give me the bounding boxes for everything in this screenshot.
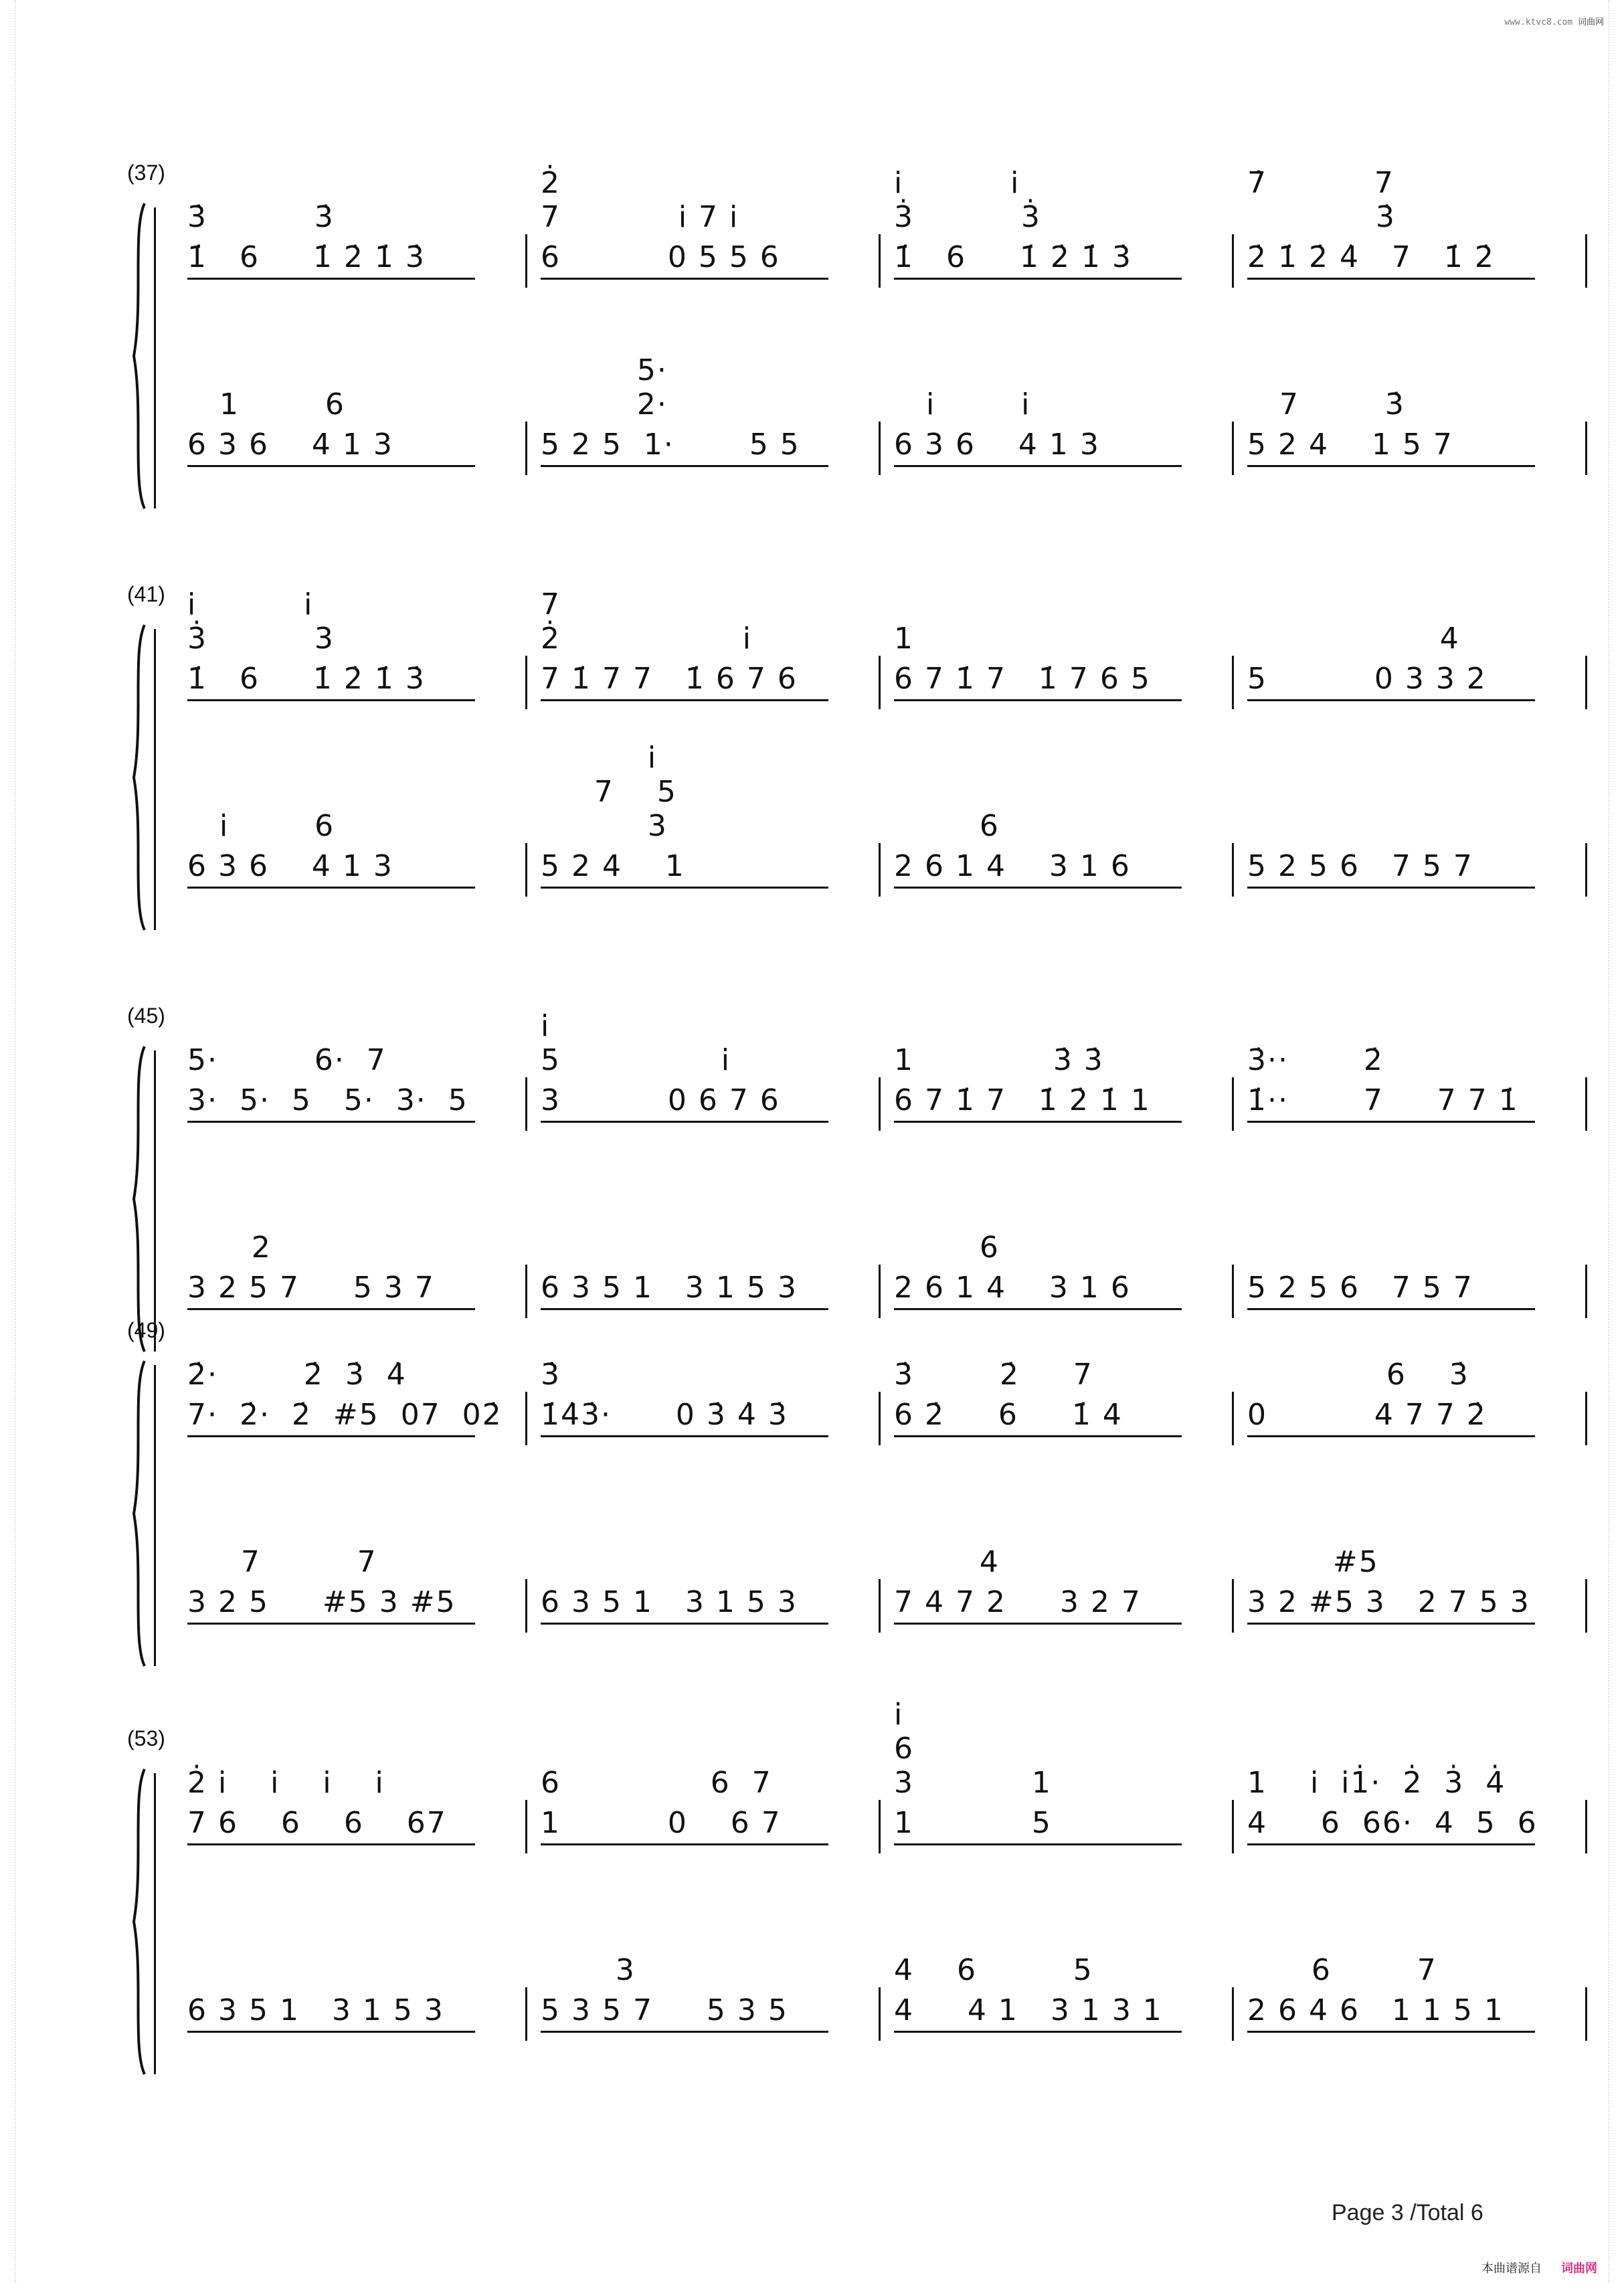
barline xyxy=(525,1800,527,1853)
barline xyxy=(879,1800,881,1853)
system-start-barline xyxy=(154,1365,156,1666)
treble-measure xyxy=(1247,1766,1585,1860)
grand-staff-brace xyxy=(130,1045,147,1353)
barline xyxy=(879,1265,881,1318)
treble-measure xyxy=(187,587,525,716)
melody-notes: 6 3 5 1 3 1 5 3 xyxy=(541,1585,798,1619)
melody-notes: 6 3 6 4 1 3 xyxy=(187,428,393,462)
beam-underline xyxy=(1247,1121,1535,1123)
score-system xyxy=(127,582,1492,943)
bass-measure xyxy=(541,1953,879,2047)
treble-staff xyxy=(187,1009,1601,1137)
melody-notes: 5 2 4 1 xyxy=(541,849,685,883)
bass-measure xyxy=(1247,1953,1585,2047)
beam-underline xyxy=(541,1435,828,1437)
beam-underline xyxy=(894,1435,1182,1437)
melody-notes: 5 2 5 6 7 5 7 xyxy=(1247,1271,1473,1305)
bass-measure xyxy=(541,1552,879,1639)
bass-measure xyxy=(1247,816,1585,903)
treble-staff xyxy=(187,1358,1601,1452)
barline xyxy=(879,422,881,475)
melody-notes: 5 2 5 6 7 5 7 xyxy=(1247,849,1473,883)
chord-upper-notes: 2 xyxy=(187,1230,272,1265)
barline xyxy=(525,1392,527,1445)
chord-upper-notes: 6 6 7 xyxy=(541,1766,772,1800)
chord-upper-notes: 1 3̇ 3̇ xyxy=(894,1043,1104,1077)
chord-upper-notes: 2̇ i i i i xyxy=(187,1766,385,1800)
beam-underline xyxy=(541,699,828,701)
chord-upper-notes: 6 xyxy=(894,1230,1000,1265)
barline xyxy=(525,1077,527,1131)
beam-underline xyxy=(187,465,475,467)
treble-measure xyxy=(894,1698,1232,1860)
barline xyxy=(879,234,881,288)
treble-measure xyxy=(894,1043,1232,1137)
beam-underline xyxy=(187,278,475,280)
melody-notes: 6 7 1̇ 7 1̇ 2̇ 1̇ 1 xyxy=(894,1083,1151,1117)
chord-upper-notes: 1 i i1̇· 2̇ 3̇ 4̇ xyxy=(1247,1766,1506,1800)
bass-measure xyxy=(894,387,1232,482)
melody-notes: 7 1̇ 7 7 1̇ 6 7 6 xyxy=(541,662,798,696)
chord-upper-notes: 3̇·· 2̇ xyxy=(1247,1043,1384,1077)
bass-staff xyxy=(187,1545,1601,1639)
melody-notes: 0 4 7 7 2̇ xyxy=(1247,1398,1487,1432)
beam-underline xyxy=(1247,278,1535,280)
treble-staff xyxy=(187,166,1601,294)
bass-measure xyxy=(187,387,525,482)
barline xyxy=(525,656,527,709)
melody-notes: 1̇4̇3̇· 0 3̇ 4̇ 3̇ xyxy=(541,1398,788,1432)
beam-underline xyxy=(1247,2031,1535,2033)
right-watermark-strip xyxy=(1608,0,1624,2283)
melody-notes: 2 6 1 4 3 1 6 xyxy=(894,849,1131,883)
treble-measure xyxy=(541,1358,879,1452)
grand-staff-brace xyxy=(130,1360,147,1667)
melody-notes: 2 6 1 4 3 1 6 xyxy=(894,1271,1131,1305)
site-name-text: 词曲网 xyxy=(1577,17,1604,27)
barline xyxy=(525,1265,527,1318)
treble-measure xyxy=(541,166,879,294)
barline xyxy=(1585,1579,1587,1633)
chord-upper-notes: 7̇ 7 3̇ xyxy=(1247,166,1396,234)
site-url-text: www.ktvc8.com xyxy=(1504,17,1573,27)
page-indicator: Page 3 /Total 6 xyxy=(1332,2200,1483,2225)
chord-upper-notes: 3 xyxy=(541,1953,636,1987)
treble-measure xyxy=(1247,622,1585,716)
bass-measure xyxy=(187,1545,525,1639)
beam-underline xyxy=(541,278,828,280)
bass-measure xyxy=(1247,387,1585,482)
barline xyxy=(1232,1265,1234,1318)
melody-notes: 6 3 6 4 1 3 xyxy=(894,428,1100,462)
melody-notes: 3 2 #5 3 2 7 5 3 xyxy=(1247,1585,1530,1619)
chord-upper-notes: 2̇ 7 i 7 i xyxy=(541,166,739,234)
chord-upper-notes: 7 2̇ i xyxy=(541,587,752,656)
barline xyxy=(1232,843,1234,897)
barline xyxy=(525,422,527,475)
system-start-barline xyxy=(154,629,156,930)
bottom-source-mark xyxy=(1481,2259,1597,2276)
chord-upper-notes: 3̇ xyxy=(541,1358,561,1392)
beam-underline xyxy=(187,1308,475,1310)
melody-notes: 5 2 5 1· 5 5 xyxy=(541,428,800,462)
melody-notes: 3 2 5 #5 3 #5 xyxy=(187,1585,456,1619)
barline xyxy=(1232,1800,1234,1853)
melody-notes: 1̇ 6 1̇ 2̇ 1̇ 3̇ xyxy=(187,240,426,274)
bass-measure xyxy=(1247,1238,1585,1325)
barline xyxy=(1232,422,1234,475)
treble-measure xyxy=(541,587,879,716)
melody-notes: 6 0 5 5 6 xyxy=(541,240,780,274)
barline xyxy=(1585,656,1587,709)
bass-staff xyxy=(187,741,1601,903)
site-watermark xyxy=(1504,15,1604,27)
barline xyxy=(1585,1392,1587,1445)
barline xyxy=(879,1579,881,1633)
barline xyxy=(879,1987,881,2041)
bass-measure xyxy=(541,353,879,482)
chord-upper-notes: i 6 3 1 xyxy=(894,1698,1052,1800)
grand-staff-brace xyxy=(130,624,147,931)
chord-upper-notes: 3̇ 2̇ 7 xyxy=(894,1358,1093,1392)
chord-upper-notes: #5 xyxy=(1247,1545,1379,1579)
source-site: 词曲网 xyxy=(1561,2262,1597,2275)
chord-upper-notes: 7 7 xyxy=(187,1545,377,1579)
chord-upper-notes: 6 7 xyxy=(1247,1953,1437,1987)
melody-notes: 4 4 1 3 1 3 1 xyxy=(894,1993,1163,2027)
barline xyxy=(1585,1987,1587,2041)
barline xyxy=(879,843,881,897)
chord-upper-notes: i 6 xyxy=(187,809,335,843)
chord-upper-notes: 5· 2· xyxy=(636,353,668,422)
bass-measure xyxy=(541,1238,879,1325)
barline xyxy=(1232,656,1234,709)
melody-notes: 1 0 6 7 xyxy=(541,1806,782,1840)
beam-underline xyxy=(1247,465,1535,467)
measure-number: (37) xyxy=(127,161,165,185)
beam-underline xyxy=(187,1843,475,1845)
bass-measure xyxy=(541,741,879,903)
melody-notes: 2̇ 1̇ 2̇ 4̇ 7 1̇ 2̇ xyxy=(1247,240,1495,274)
beam-underline xyxy=(541,1623,828,1625)
chord-upper-notes: i i xyxy=(894,387,1031,422)
treble-measure xyxy=(1247,1043,1585,1137)
treble-measure xyxy=(894,166,1232,294)
beam-underline xyxy=(1247,699,1535,701)
chord-upper-notes: i 7 5 3 xyxy=(594,741,677,843)
chord-upper-notes: i 5 i xyxy=(541,1009,731,1077)
barline xyxy=(1232,1987,1234,2041)
chord-upper-notes: 3̇ 3̇ xyxy=(187,200,335,234)
melody-notes: 6 3 5 1 3 1 5 3 xyxy=(187,1993,444,2027)
beam-underline xyxy=(187,2031,475,2033)
measure-number: (53) xyxy=(127,1726,165,1750)
beam-underline xyxy=(541,1121,828,1123)
melody-notes: 1 5 xyxy=(894,1806,1052,1840)
grand-staff-brace xyxy=(130,1768,147,2076)
chord-upper-notes: i i 3̇ 3 xyxy=(187,587,335,656)
bass-measure xyxy=(894,1230,1232,1325)
melody-notes: 7· 2̇· 2̇ #5 07 02̇ xyxy=(187,1398,503,1432)
measure-number: (45) xyxy=(127,1004,165,1028)
beam-underline xyxy=(894,699,1182,701)
treble-measure xyxy=(187,1358,525,1452)
bass-measure xyxy=(187,809,525,903)
melody-notes: 6 2̇ 6 1̇ 4 xyxy=(894,1398,1123,1432)
barline xyxy=(525,234,527,288)
chord-upper-notes: 5· 6· 7 xyxy=(187,1043,387,1077)
melody-notes: 3 2 5 7 5 3 7 xyxy=(187,1271,435,1305)
melody-notes: 5 2 4 1 5 7 xyxy=(1247,428,1453,462)
beam-underline xyxy=(187,1121,475,1123)
chord-upper-notes: 6 3̇ xyxy=(1247,1358,1469,1392)
beam-underline xyxy=(541,2031,828,2033)
treble-measure xyxy=(187,1043,525,1137)
chord-upper-notes: 4 xyxy=(1247,622,1460,656)
barline xyxy=(1232,234,1234,288)
barline xyxy=(525,843,527,897)
beam-underline xyxy=(1247,1623,1535,1625)
source-label: 本曲谱源自 xyxy=(1481,2262,1542,2275)
melody-notes: 2 6 4 6 1 1 5 1 xyxy=(1247,1993,1504,2027)
barline xyxy=(1232,1392,1234,1445)
beam-underline xyxy=(187,1623,475,1625)
beam-underline xyxy=(541,887,828,889)
beam-underline xyxy=(894,1121,1182,1123)
melody-notes: 7 6 6 6 67 xyxy=(187,1806,447,1840)
barline xyxy=(1585,1265,1587,1318)
grand-staff-brace xyxy=(130,202,147,510)
treble-measure xyxy=(541,1766,879,1860)
barline xyxy=(879,656,881,709)
melody-notes: 6 3 6 4 1 3 xyxy=(187,849,393,883)
chord-upper-notes: 6 xyxy=(894,809,1000,843)
treble-measure xyxy=(894,1358,1232,1452)
bass-measure xyxy=(187,1230,525,1325)
melody-notes: 5 0 3 3 2 xyxy=(1247,662,1487,696)
beam-underline xyxy=(894,1623,1182,1625)
melody-notes: 1̇ 6 1̇ 2̇ 1̇ 3̇ xyxy=(894,240,1132,274)
barline xyxy=(525,1987,527,2041)
beam-underline xyxy=(894,278,1182,280)
beam-underline xyxy=(187,699,475,701)
beam-underline xyxy=(894,1843,1182,1845)
bass-staff xyxy=(187,1953,1601,2047)
chord-upper-notes: 4 xyxy=(894,1545,1000,1579)
barline xyxy=(879,1077,881,1131)
beam-underline xyxy=(1247,1435,1535,1437)
barline xyxy=(1232,1579,1234,1633)
bass-measure xyxy=(894,809,1232,903)
beam-underline xyxy=(541,465,828,467)
barline xyxy=(1585,1077,1587,1131)
system-start-barline xyxy=(154,207,156,509)
score-system xyxy=(127,161,1495,522)
melody-notes: 5 3 5 7 5 3 5 xyxy=(541,1993,788,2027)
treble-measure xyxy=(541,1009,879,1137)
barline xyxy=(1585,1800,1587,1853)
barline xyxy=(1585,843,1587,897)
beam-underline xyxy=(187,887,475,889)
melody-notes: 3 0 6 7 6 xyxy=(541,1083,780,1117)
measure-number: (49) xyxy=(127,1318,165,1342)
chord-upper-notes: 7 3̇ xyxy=(1247,387,1405,422)
score-system xyxy=(127,1318,1530,1679)
beam-underline xyxy=(894,2031,1182,2033)
chord-upper-notes: 1 6 xyxy=(187,387,345,422)
bass-measure xyxy=(1247,1545,1585,1639)
melody-notes: 6 3 5 1 3 1 5 3 xyxy=(541,1271,798,1305)
beam-underline xyxy=(541,1843,828,1845)
treble-staff xyxy=(187,587,1601,716)
bass-staff xyxy=(187,353,1601,482)
barline xyxy=(1232,1077,1234,1131)
chord-upper-notes: 1 xyxy=(894,622,914,656)
bass-measure xyxy=(894,1545,1232,1639)
system-start-barline xyxy=(154,1773,156,2074)
melody-notes: 3· 5· 5 5· 3· 5 xyxy=(187,1083,468,1117)
beam-underline xyxy=(541,1308,828,1310)
melody-notes: 6 7 1̇ 7 1̇ 7 6 5 xyxy=(894,662,1151,696)
barline xyxy=(1585,422,1587,475)
beam-underline xyxy=(1247,1843,1535,1845)
melody-notes: 7 4 7 2 3 2 7 xyxy=(894,1585,1142,1619)
system-start-barline xyxy=(154,1051,156,1352)
measure-number: (41) xyxy=(127,582,165,606)
treble-measure xyxy=(894,622,1232,716)
bass-staff xyxy=(187,1230,1601,1325)
melody-notes: 4 6 66· 4 5 6 xyxy=(1247,1806,1538,1840)
treble-staff xyxy=(187,1698,1601,1860)
chord-upper-notes: i i 3̇ 3̇ xyxy=(894,166,1041,234)
beam-underline xyxy=(894,465,1182,467)
treble-measure xyxy=(187,1766,525,1860)
score-system xyxy=(127,1004,1519,1365)
melody-notes: 1̇·· 7 7 7 1̇ xyxy=(1247,1083,1519,1117)
beam-underline xyxy=(894,887,1182,889)
left-watermark-strip xyxy=(0,0,16,2283)
melody-notes: 1̇ 6 1̇ 2̇ 1̇ 3̇ xyxy=(187,662,426,696)
beam-underline xyxy=(1247,887,1535,889)
barline xyxy=(879,1392,881,1445)
beam-underline xyxy=(187,1435,475,1437)
treble-measure xyxy=(1247,166,1585,294)
score-system xyxy=(127,1698,1538,2088)
bass-measure xyxy=(187,1960,525,2047)
chord-upper-notes: 2̇· 2̇ 3̇ 4̇ xyxy=(187,1358,407,1392)
barline xyxy=(1585,234,1587,288)
beam-underline xyxy=(1247,1308,1535,1310)
treble-measure xyxy=(1247,1358,1585,1452)
treble-measure xyxy=(187,200,525,294)
bass-measure xyxy=(894,1953,1232,2047)
chord-upper-notes: 4 6 5 xyxy=(894,1953,1093,1987)
beam-underline xyxy=(894,1308,1182,1310)
barline xyxy=(525,1579,527,1633)
